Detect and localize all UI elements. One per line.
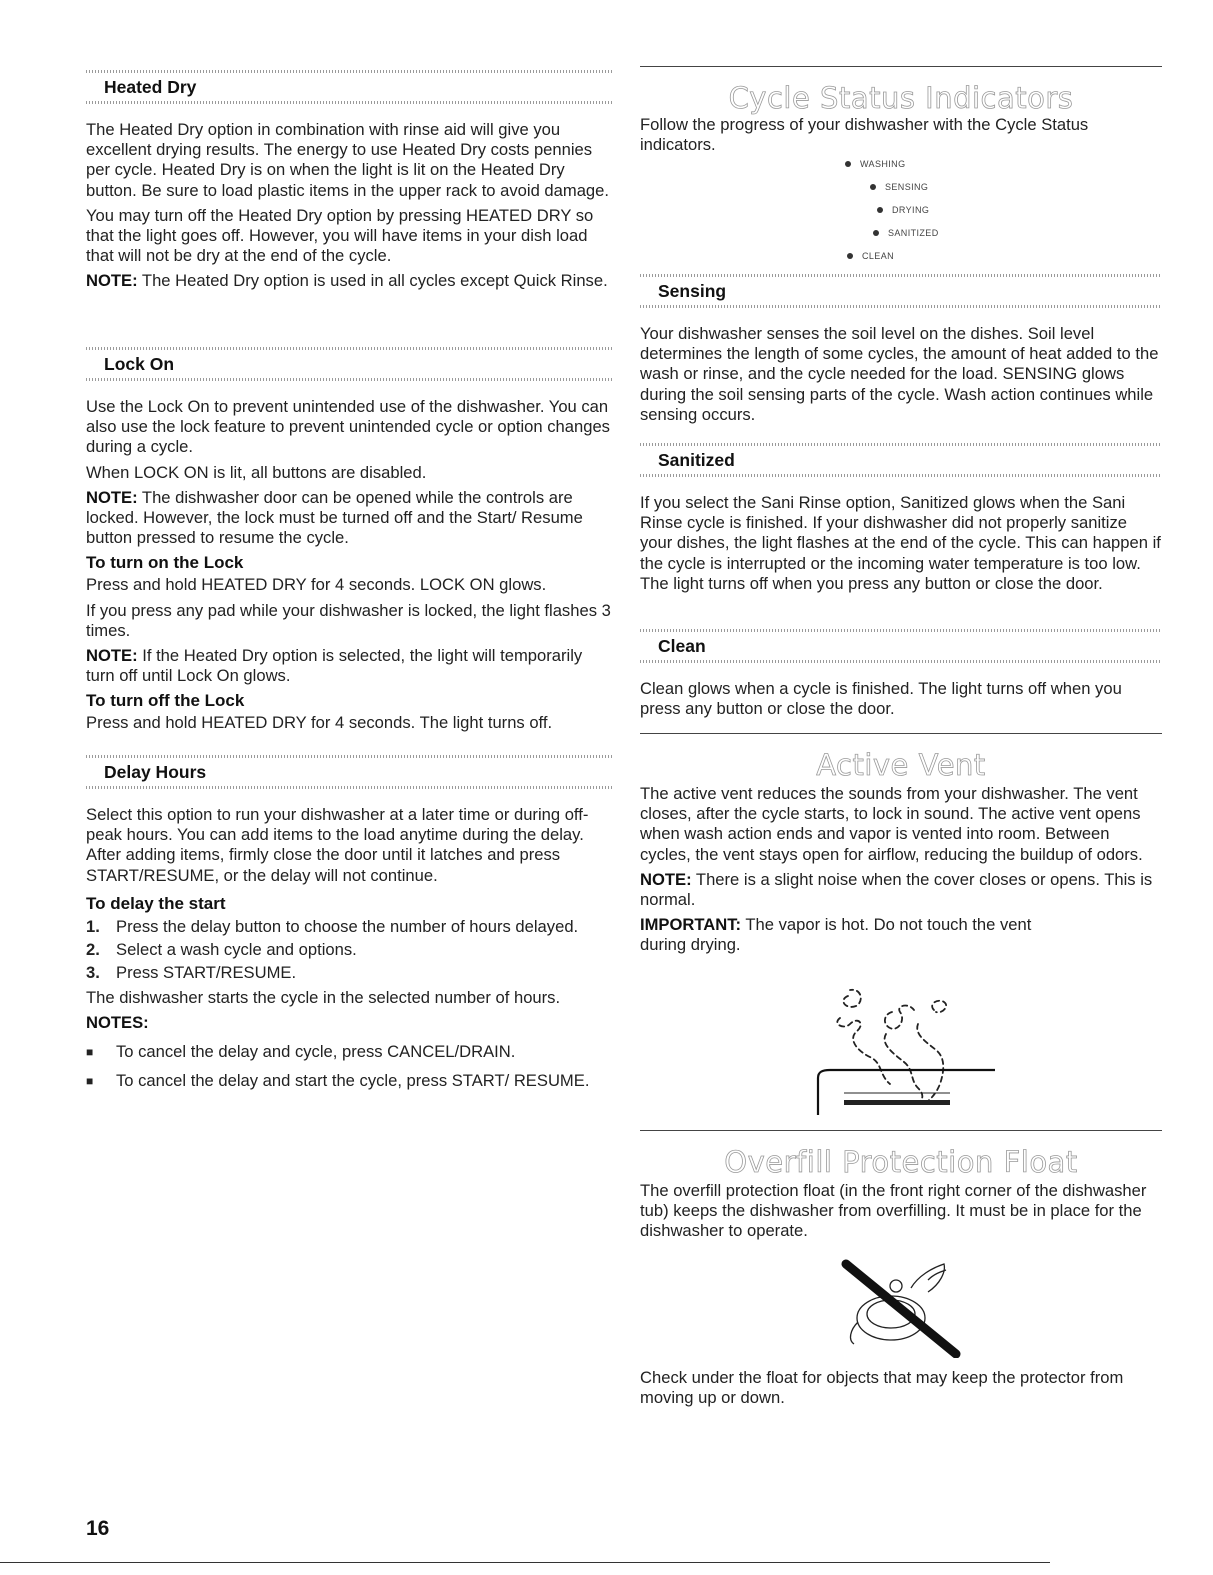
- note-text: The dishwasher door can be opened while the controls are locked. However, the lock must be turned off and the Start/ Resume button pressed to resume the cycle.: [86, 487, 583, 548]
- turn-on-lock-heading: To turn on the Lock: [86, 553, 244, 573]
- list-text: Press the delay button to choose the number of hours delayed.: [116, 916, 579, 936]
- note-text: There is a slight noise when the cover closes or opens. This is normal.: [640, 869, 1153, 910]
- active-vent-title: Active Vent: [816, 748, 986, 782]
- bullet-text: To cancel the delay and start the cycle, press START/ RESUME.: [116, 1070, 590, 1090]
- note-label: NOTE:: [86, 487, 138, 507]
- clean-heading: [640, 629, 1162, 663]
- active-vent-paragraph: The active vent reduces the sounds from your dishwasher. The vent closes, after the cycle starts, to lock in sound. The active vent opens when wash action ends and vapor is vented into room. Between cycles, the vent stays open for airflow, reducing the buildup of odors.: [640, 784, 1143, 864]
- active-vent-note: [640, 870, 1162, 910]
- list-number: 2.: [86, 940, 100, 960]
- indicator-dot-icon: [845, 161, 851, 167]
- hatch-divider: [86, 378, 612, 381]
- sanitized-title: Sanitized: [658, 450, 735, 470]
- indicator-washing: [845, 159, 905, 169]
- cycle-status-intro: Follow the progress of your dishwasher with the Cycle Status indicators.: [640, 115, 1089, 155]
- delay-hours-paragraph-2: The dishwasher starts the cycle in the selected number of hours.: [86, 988, 561, 1008]
- bullet-text: To cancel the delay and cycle, press CANCEL/DRAIN.: [116, 1041, 516, 1061]
- active-vent-section: [640, 733, 1162, 956]
- delay-hours-heading: [86, 755, 612, 789]
- lock-on-heading: [86, 347, 612, 381]
- cycle-status-section: [640, 66, 1162, 267]
- bullet-item: [86, 1042, 612, 1062]
- lock-on-paragraph-1: Use the Lock On to prevent unintended use of the dishwasher. You can also use the lock feature to prevent unintended cycle or option changes during a cycle.: [86, 397, 610, 457]
- cycle-status-title: Cycle Status Indicators: [728, 81, 1074, 115]
- heated-dry-paragraph-1: The Heated Dry option in combination with rinse aid will give you excellent drying results. The energy to use Heated Dry costs pennies per cycle. Heated Dry is on when the light is lit on the Heated Dry button. Be sure to load plastic items in the upper rack to avoid damage.: [86, 120, 610, 200]
- indicator-sanitized: [873, 228, 939, 238]
- heated-dry-section: [86, 70, 612, 292]
- notes-label: NOTES:: [86, 1012, 149, 1032]
- list-item: [86, 917, 612, 937]
- indicator-clean: [847, 251, 894, 261]
- indicator-dot-icon: [847, 253, 853, 259]
- turn-on-lock-paragraph-2: If you press any pad while your dishwasher is locked, the light flashes 3 times.: [86, 600, 611, 640]
- heated-dry-note: [86, 271, 612, 291]
- hatch-divider: [640, 305, 1162, 308]
- turn-off-lock-heading: To turn off the Lock: [86, 691, 245, 711]
- overfill-title: Overfill Protection Float: [724, 1145, 1078, 1179]
- square-bullet-icon: ■: [86, 1044, 94, 1059]
- hatch-divider: [640, 474, 1162, 477]
- indicator-label: DRYING: [892, 205, 930, 216]
- sensing-heading: [640, 274, 1162, 308]
- page-bottom-rule: [0, 1562, 1050, 1563]
- overfill-paragraph-1: The overfill protection float (in the front right corner of the dishwasher tub) keeps the dishwasher from overfilling. It must be in place for the dishwasher to operate.: [640, 1181, 1147, 1241]
- delay-hours-title: Delay Hours: [104, 762, 207, 782]
- hatch-divider: [86, 786, 612, 789]
- lock-on-title: Lock On: [104, 354, 175, 374]
- sanitized-heading: [640, 443, 1162, 477]
- clean-title: Clean: [658, 636, 706, 656]
- note-label: NOTE:: [86, 646, 138, 666]
- indicator-dot-icon: [873, 230, 879, 236]
- page-number: 16: [86, 1517, 110, 1540]
- square-bullet-icon: ■: [86, 1073, 94, 1088]
- indicator-label: WASHING: [860, 159, 906, 170]
- clean-paragraph: Clean glows when a cycle is finished. The light turns off when you press any button or close the door.: [640, 679, 1122, 719]
- indicator-drying: [877, 205, 929, 215]
- list-item: [86, 940, 612, 960]
- indicator-dot-icon: [877, 207, 883, 213]
- section-rule: [640, 1130, 1162, 1131]
- note-text: If the Heated Dry option is selected, the light will temporarily turn off until Lock On glows.: [86, 646, 583, 686]
- hatch-divider: [640, 660, 1162, 663]
- active-vent-important: [640, 915, 1080, 955]
- heated-dry-title: Heated Dry: [104, 77, 197, 97]
- heated-dry-paragraph-2: You may turn off the Heated Dry option by pressing HEATED DRY so that the light goes off. However, you will have items in your dish load that will not be dry at the end of the cycle.: [86, 205, 594, 266]
- overfill-float-illustration: [836, 1258, 966, 1358]
- delay-start-heading: To delay the start: [86, 893, 226, 913]
- active-vent-illustration: [810, 980, 1010, 1115]
- indicator-dot-icon: [870, 184, 876, 190]
- overfill-paragraph-2: Check under the float for objects that may keep the protector from moving up or down.: [640, 1368, 1124, 1408]
- list-item: [86, 963, 612, 983]
- sanitized-section: [640, 443, 1162, 594]
- list-number: 3.: [86, 963, 100, 983]
- lock-on-paragraph-2: When LOCK ON is lit, all buttons are disabled.: [86, 462, 427, 482]
- indicator-label: SANITIZED: [888, 228, 939, 239]
- turn-on-lock-paragraph-1: Press and hold HEATED DRY for 4 seconds. LOCK ON glows.: [86, 575, 547, 595]
- turn-off-lock-paragraph: Press and hold HEATED DRY for 4 seconds. The light turns off.: [86, 713, 553, 733]
- sensing-paragraph: Your dishwasher senses the soil level on the dishes. Soil level determines the length of some cycles, the amount of heat added to the wash or rinse, and the cycle needed for the load. SENSING glows during the soil sensing parts of the cycle. Wash action continues while sensing occurs.: [640, 324, 1159, 424]
- note-text: The Heated Dry option is used in all cycles except Quick Rinse.: [137, 271, 608, 291]
- sensing-title: Sensing: [658, 281, 727, 301]
- clean-section: [640, 629, 1162, 719]
- heated-dry-heading: [86, 70, 612, 104]
- indicator-label: SENSING: [885, 182, 929, 193]
- list-number: 1.: [86, 916, 100, 936]
- list-text: Press START/RESUME.: [116, 963, 297, 983]
- sanitized-paragraph: If you select the Sani Rinse option, Sanitized glows when the Sani Rinse cycle is finished. If your dishwasher did not properly sanitize your dishes, the light flashes at the end of the cycle. This can happen if the cycle is interrupted or the incoming water temperature is too low. The light turns off when you press any button or close the door.: [640, 493, 1161, 593]
- note-label: NOTE:: [86, 271, 138, 291]
- delay-hours-paragraph-1: Select this option to run your dishwasher at a later time or during off-peak hours. You can add items to the load anytime during the delay. After adding items, firmly close the door until it latches and press START/RESUME, or the delay will not continue.: [86, 805, 589, 885]
- hatch-divider: [86, 101, 612, 104]
- lock-on-note-2: [86, 646, 612, 686]
- note-label: NOTE:: [640, 869, 692, 889]
- indicator-sensing: [870, 182, 928, 192]
- important-label: IMPORTANT:: [640, 915, 742, 935]
- delay-hours-section: [86, 755, 612, 1091]
- section-rule: [640, 733, 1162, 734]
- overfill-section: [640, 1130, 1162, 1242]
- indicator-label: CLEAN: [862, 251, 895, 262]
- section-rule: [640, 66, 1162, 67]
- important-text: The vapor is hot. Do not touch the vent during drying.: [640, 915, 1032, 955]
- list-text: Select a wash cycle and options.: [116, 940, 357, 960]
- cycle-status-indicator-list: [640, 159, 1162, 267]
- lock-on-note-1: [86, 488, 612, 549]
- lock-on-section: [86, 347, 612, 734]
- sensing-section: [640, 274, 1162, 425]
- bullet-item: [86, 1071, 612, 1091]
